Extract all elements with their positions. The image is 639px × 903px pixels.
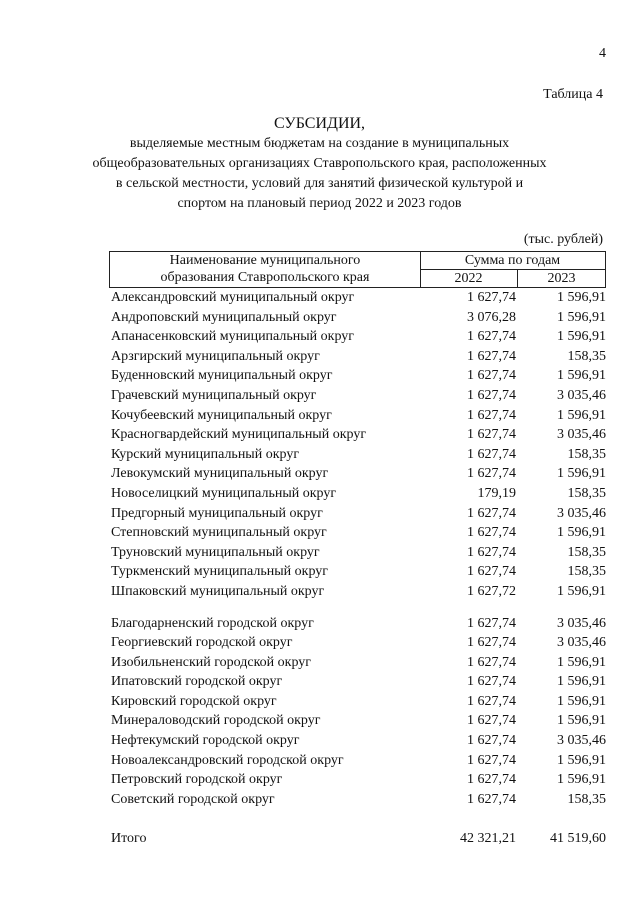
- row-value-2022: 1 627,74: [467, 635, 516, 651]
- table-body: [109, 289, 606, 810]
- row-name: Апанасенковский муниципальный округ: [111, 329, 355, 345]
- table-row: [109, 289, 606, 309]
- row-value-2023: 1 596,91: [557, 525, 606, 541]
- group-spacer: [109, 603, 606, 615]
- row-value-2022: 1 627,74: [467, 446, 516, 462]
- table-row: [109, 654, 606, 674]
- table-row: [109, 634, 606, 654]
- total-label: Итого: [111, 831, 147, 846]
- table-row: [109, 505, 606, 525]
- row-value-2023: 3 035,46: [557, 427, 606, 443]
- row-name: Арзгирский муниципальный округ: [111, 348, 320, 364]
- row-value-2023: 158,35: [567, 544, 606, 560]
- row-name: Шпаковский муниципальный округ: [111, 583, 325, 599]
- title-line: общеобразовательных организациях Ставропольского края, расположенных: [92, 156, 547, 171]
- table-row: [109, 673, 606, 693]
- row-name: Георгиевский городской округ: [111, 635, 293, 651]
- row-name: Новоселицкий муниципальный округ: [111, 485, 337, 501]
- row-value-2022: 1 627,74: [467, 544, 516, 560]
- table-row: [109, 524, 606, 544]
- row-name: Левокумский муниципальный округ: [111, 466, 329, 482]
- header-sum-cell: Сумма по годам: [420, 252, 605, 270]
- row-value-2023: 1 596,91: [557, 752, 606, 768]
- row-value-2022: 1 627,74: [467, 674, 516, 690]
- table-row: [109, 348, 606, 368]
- row-value-2022: 1 627,74: [467, 772, 516, 788]
- row-name: Степновский муниципальный округ: [111, 525, 327, 541]
- row-value-2023: 1 596,91: [557, 407, 606, 423]
- table-row: [109, 583, 606, 603]
- table-row: [109, 485, 606, 505]
- row-name: Труновский муниципальный округ: [111, 544, 320, 560]
- row-name: Красногвардейский муниципальный округ: [111, 427, 367, 443]
- table-row: [109, 309, 606, 329]
- row-value-2023: 1 596,91: [557, 772, 606, 788]
- row-name: Изобильненский городской округ: [111, 654, 312, 670]
- row-name: Ипатовский городской округ: [111, 674, 283, 690]
- row-value-2022: 1 627,72: [467, 583, 516, 599]
- row-value-2023: 3 035,46: [557, 505, 606, 521]
- row-name: Советский городской округ: [111, 791, 275, 807]
- row-value-2022: 1 627,74: [467, 525, 516, 541]
- table-row: [109, 367, 606, 387]
- table-label: Таблица 4: [543, 87, 603, 102]
- row-name: Нефтекумский городской округ: [111, 733, 300, 749]
- header-year-2022: 2022: [420, 270, 518, 287]
- row-name: Новоалександровский городской округ: [111, 752, 344, 768]
- row-value-2022: 1 627,74: [467, 791, 516, 807]
- row-value-2023: 158,35: [567, 446, 606, 462]
- row-value-2023: 1 596,91: [557, 693, 606, 709]
- row-name: Предгорный муниципальный округ: [111, 505, 323, 521]
- row-name: Александровский муниципальный округ: [111, 290, 355, 305]
- row-value-2023: 1 596,91: [557, 713, 606, 729]
- table-row: [109, 732, 606, 752]
- page-number: 4: [599, 46, 606, 61]
- table-row: [109, 328, 606, 348]
- total-2023: 41 519,60: [550, 831, 606, 846]
- row-name: Курский муниципальный округ: [111, 446, 300, 462]
- row-value-2022: 1 627,74: [467, 466, 516, 482]
- row-value-2023: 1 596,91: [557, 290, 606, 305]
- table-row: [109, 563, 606, 583]
- row-name: Кочубеевский муниципальный округ: [111, 407, 332, 423]
- table-row: [109, 465, 606, 485]
- table-row: [109, 615, 606, 635]
- header-name-line1: Наименование муниципального: [169, 253, 361, 268]
- table-row: [109, 712, 606, 732]
- row-name: Минераловодский городской округ: [111, 713, 321, 729]
- row-value-2022: 1 627,74: [467, 348, 516, 364]
- title-line: выделяемые местным бюджетам на создание в муниципальных: [129, 136, 510, 151]
- row-value-2022: 179,19: [477, 485, 516, 501]
- row-name: Буденновский муниципальный округ: [111, 368, 333, 384]
- row-value-2022: 1 627,74: [467, 427, 516, 443]
- row-value-2022: 1 627,74: [467, 329, 516, 345]
- title-line: спортом на плановый период 2022 и 2023 годов: [177, 196, 462, 211]
- row-value-2023: 158,35: [567, 564, 606, 580]
- row-value-2023: 1 596,91: [557, 674, 606, 690]
- row-name: Туркменский муниципальный округ: [111, 564, 328, 580]
- row-value-2023: 3 035,46: [557, 635, 606, 651]
- table-row: [109, 752, 606, 772]
- row-name: Грачевский муниципальный округ: [111, 387, 317, 403]
- row-value-2022: 1 627,74: [467, 733, 516, 749]
- table-row: [109, 791, 606, 811]
- row-value-2023: 158,35: [567, 485, 606, 501]
- row-value-2022: 1 627,74: [467, 407, 516, 423]
- row-value-2022: 1 627,74: [467, 615, 516, 631]
- title-line: в сельской местности, условий для занятий физической культурой и: [115, 176, 524, 191]
- row-name: Благодарненский городской округ: [111, 615, 314, 631]
- row-value-2022: 1 627,74: [467, 387, 516, 403]
- table-header: [109, 251, 606, 288]
- row-name: Петровский городской округ: [111, 772, 283, 788]
- header-name-line2: образования Ставропольского края: [160, 270, 370, 285]
- document-title: [0, 114, 639, 214]
- row-value-2023: 1 596,91: [557, 309, 606, 325]
- row-value-2023: 3 035,46: [557, 387, 606, 403]
- table-row: [109, 446, 606, 466]
- units-label: (тыс. рублей): [523, 232, 603, 247]
- row-value-2023: 3 035,46: [557, 615, 606, 631]
- header-year-2023: 2023: [547, 271, 576, 286]
- header-name-cell: [110, 252, 421, 287]
- table-row: [109, 544, 606, 564]
- total-row: [109, 831, 606, 851]
- table-row: [109, 693, 606, 713]
- row-value-2022: 1 627,74: [467, 693, 516, 709]
- row-value-2023: 158,35: [567, 348, 606, 364]
- total-2022: 42 321,21: [460, 831, 516, 846]
- table-row: [109, 407, 606, 427]
- row-value-2023: 1 596,91: [557, 583, 606, 599]
- row-value-2023: 1 596,91: [557, 466, 606, 482]
- row-value-2022: 1 627,74: [467, 505, 516, 521]
- table-row: [109, 771, 606, 791]
- row-value-2023: 3 035,46: [557, 733, 606, 749]
- row-value-2023: 1 596,91: [557, 329, 606, 345]
- row-value-2022: 1 627,74: [467, 713, 516, 729]
- row-name: Кировский городской округ: [111, 693, 277, 709]
- table-row: [109, 426, 606, 446]
- row-value-2022: 1 627,74: [467, 654, 516, 670]
- table-row: [109, 387, 606, 407]
- row-value-2022: 1 627,74: [467, 368, 516, 384]
- row-name: Андроповский муниципальный округ: [111, 309, 337, 325]
- title-heading: СУБСИДИИ,: [273, 115, 366, 132]
- row-value-2023: 158,35: [567, 791, 606, 807]
- row-value-2022: 1 627,74: [467, 752, 516, 768]
- row-value-2023: 1 596,91: [557, 368, 606, 384]
- row-value-2022: 1 627,74: [467, 290, 516, 305]
- row-value-2022: 1 627,74: [467, 564, 516, 580]
- row-value-2022: 3 076,28: [467, 309, 516, 325]
- row-value-2023: 1 596,91: [557, 654, 606, 670]
